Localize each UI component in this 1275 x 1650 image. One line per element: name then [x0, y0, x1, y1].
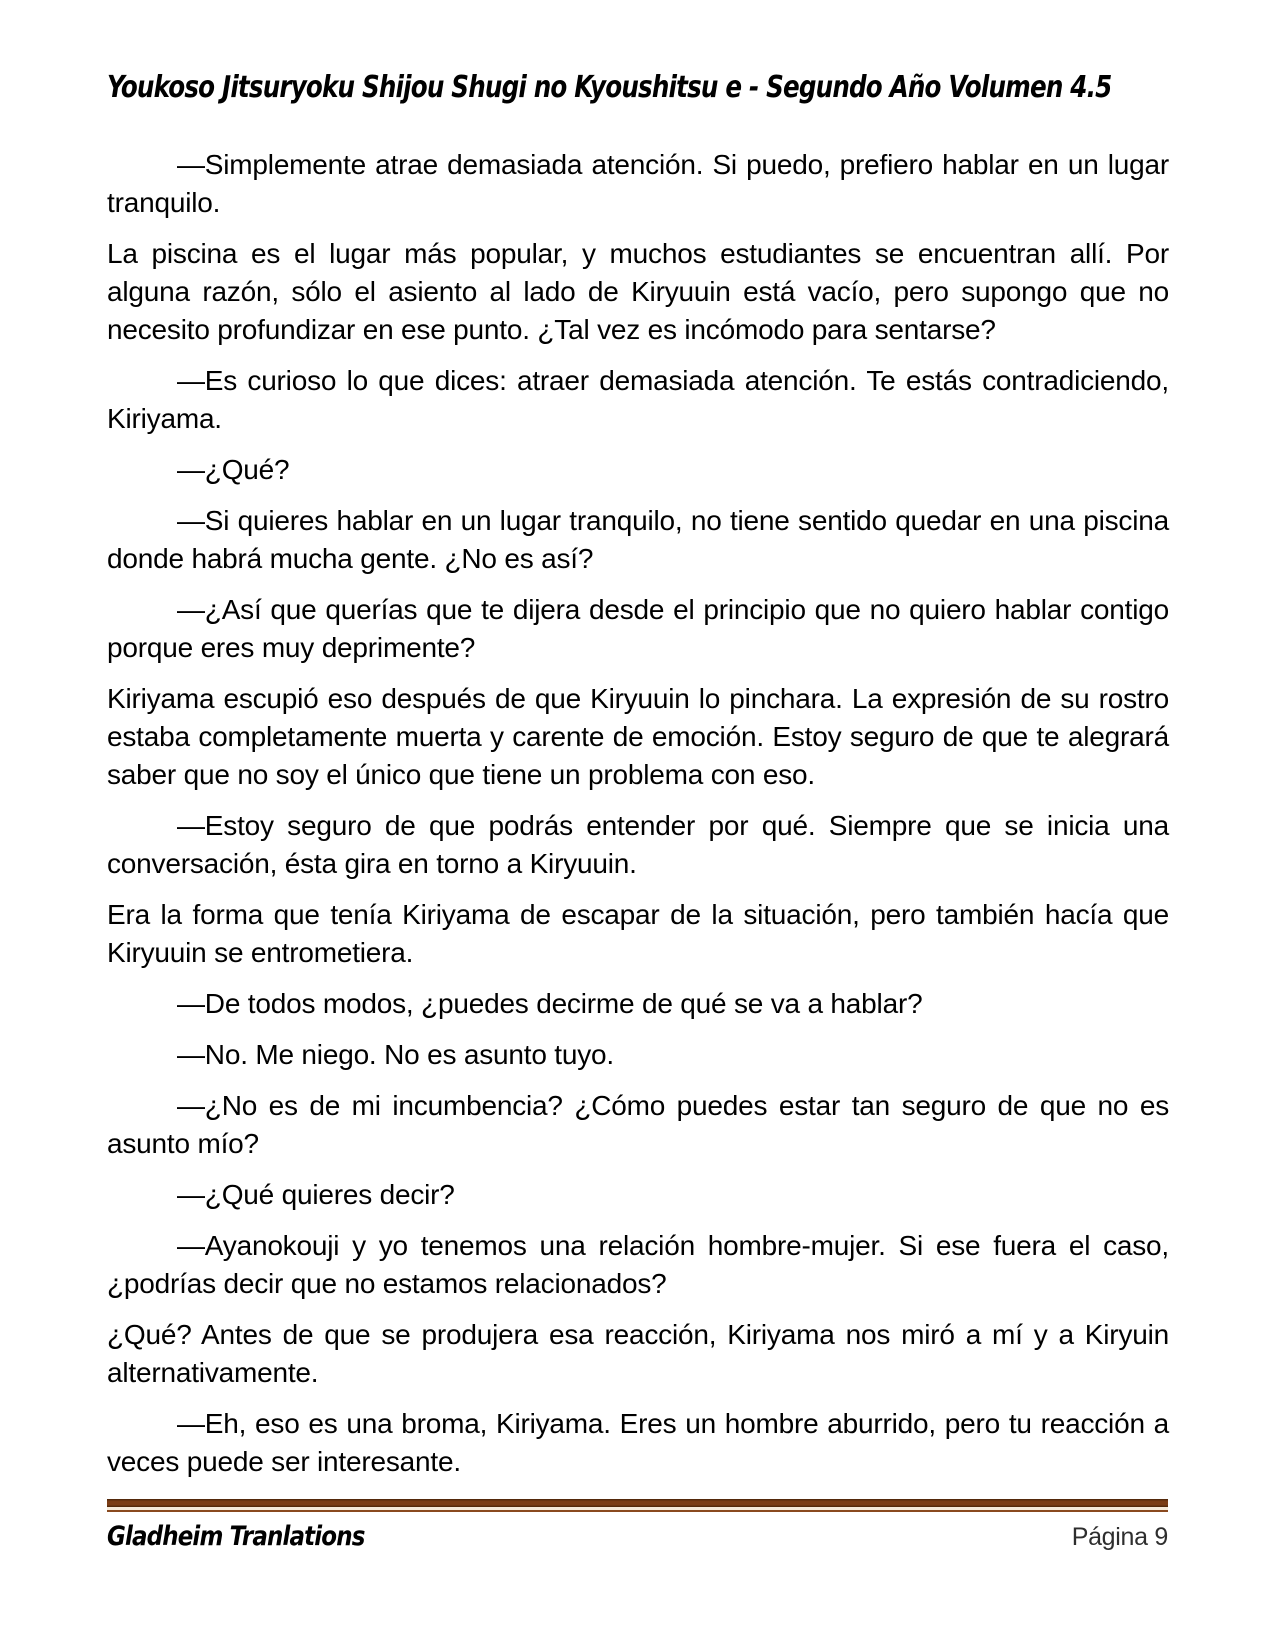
footer-divider-thin-bar: [107, 1510, 1168, 1512]
paragraph: La piscina es el lugar más popular, y muchos estudiantes se encuentran allí. Por alguna razón, sólo el asiento al lado de Kiryuuin está vacío, pero supongo que no necesito profundizar en ese punto. ¿Tal vez es incómodo para sentarse?: [107, 238, 1169, 345]
paragraph: Era la forma que tenía Kiriyama de escapar de la situación, pero también hacía que Kiryuuin se entrometiera.: [107, 899, 1169, 968]
paragraph: —Eh, eso es una broma, Kiriyama. Eres un hombre aburrido, pero tu reacción a veces puede ser interesante.: [107, 1408, 1169, 1477]
paragraph: —De todos modos, ¿puedes decirme de qué se va a hablar?: [177, 988, 923, 1019]
paragraph: —Es curioso lo que dices: atraer demasiada atención. Te estás contradiciendo, Kiriyama.: [107, 365, 1169, 434]
document-body: [107, 146, 1169, 1494]
paragraph: —¿Qué quieres decir?: [177, 1179, 455, 1210]
paragraph: —Ayanokouji y yo tenemos una relación hombre-mujer. Si ese fuera el caso, ¿podrías decir que no estamos relacionados?: [107, 1230, 1169, 1299]
footer-row: [107, 1521, 1168, 1552]
footer-divider: [107, 1499, 1168, 1512]
translator-brand: Gladheim Tranlations: [107, 1521, 365, 1552]
paragraph: —Si quieres hablar en un lugar tranquilo, no tiene sentido quedar en una piscina donde habrá mucha gente. ¿No es así?: [107, 505, 1169, 574]
page-footer: [107, 1499, 1168, 1552]
paragraph: —Simplemente atrae demasiada atención. Si puedo, prefiero hablar en un lugar tranquilo.: [107, 149, 1169, 218]
paragraph: Kiriyama escupió eso después de que Kiryuuin lo pinchara. La expresión de su rostro estaba completamente muerta y carente de emoción. Estoy seguro de que te alegrará saber que no soy el único que tiene un problema con eso.: [107, 683, 1169, 790]
footer-divider-thick-bar: [107, 1499, 1168, 1507]
page-number: Página 9: [1071, 1523, 1168, 1551]
page-title: Youkoso Jitsuryoku Shijou Shugi no Kyoushitsu e - Segundo Año Volumen 4.5: [107, 70, 1112, 105]
paragraph: —No. Me niego. No es asunto tuyo.: [177, 1039, 614, 1070]
paragraph: —Estoy seguro de que podrás entender por qué. Siempre que se inicia una conversación, ésta gira en torno a Kiryuuin.: [107, 810, 1169, 879]
paragraph: —¿Así que querías que te dijera desde el principio que no quiero hablar contigo porque eres muy deprimente?: [107, 594, 1169, 663]
paragraph: —¿Qué?: [177, 454, 290, 485]
paragraph: ¿Qué? Antes de que se produjera esa reacción, Kiriyama nos miró a mí y a Kiryuin alternativamente.: [107, 1319, 1169, 1388]
paragraph: —¿No es de mi incumbencia? ¿Cómo puedes estar tan seguro de que no es asunto mío?: [107, 1090, 1169, 1159]
page-header: [107, 70, 1175, 105]
